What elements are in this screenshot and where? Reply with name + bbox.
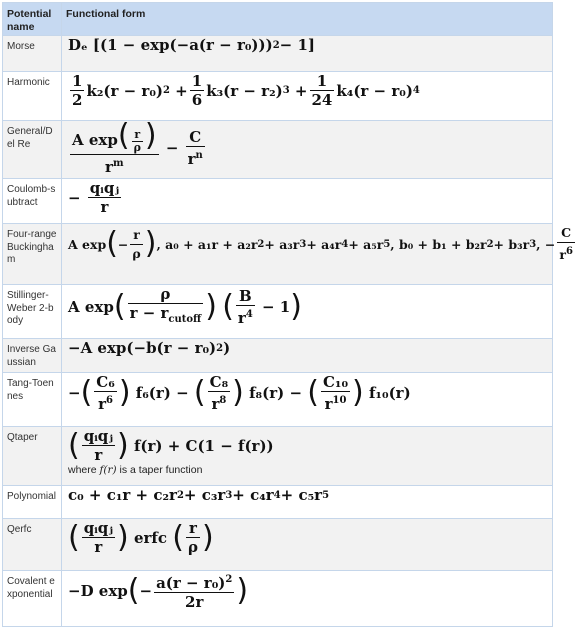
row-name: General/Del Re: [3, 121, 62, 179]
row-name: Qtaper: [3, 427, 62, 486]
row-name: Stillinger-Weber 2-body: [3, 285, 62, 339]
row-formula: A exp( $\frac{r}{\rho}$ ) $r^m$ − $\frac{C}{r^n}$: [62, 121, 553, 179]
row-formula: Dₑ [(1 − exp(−a(r − r₀))) 2 − 1]: [62, 36, 553, 72]
row-name: Tang-Toennes: [3, 373, 62, 427]
row-name: Inverse Gaussian: [3, 339, 62, 373]
row-name: Qerfc: [3, 519, 62, 571]
row-formula: c₀ + c₁r + c₂r 2 + c₃r 3 + c₄r 4 + c₅r 5: [62, 486, 553, 519]
row-formula: A exp ( − $\frac{r}{\rho}$ ) , a₀ + a₁r + a₂r 2 + a₃r 3 + a₄r 4 + a₅r 5 , b₀ + b₁ + b₂r 2 + b₃r 3 , − $\frac{C}{r^6}$: [62, 224, 553, 285]
table-row: [3, 339, 553, 373]
row-formula: ( $\frac{\text{qᵢqⱼ}}{r}$ ) erfc ( $\frac{r}{\rho}$ ): [62, 519, 553, 571]
row-name: Morse: [3, 36, 62, 72]
table-row: [3, 427, 553, 486]
row-formula: A exp ( $\frac{\rho}{r - r_{cutoff}}$ ) ( $\frac{B}{r^4}$ − 1 ): [62, 285, 553, 339]
table-row: [3, 571, 553, 627]
table-row: [3, 285, 553, 339]
table-row: [3, 519, 553, 571]
row-formula: −D exp ( − $\frac{a(r - r_0)^2}{2r}$ ): [62, 571, 553, 627]
table-row: [3, 36, 553, 72]
row-formula: − ( $\frac{\text{C₆}}{r^6}$ ) f₆(r) − ( $\frac{\text{C₈}}{r^8}$ ) f₈(r) − ( $\frac{\text{C₁₀}}{r^{10}}$ ) f₁₀(r): [62, 373, 553, 427]
header-potential-name: Potential name: [3, 3, 62, 36]
table-row: [3, 121, 553, 179]
table-row: [3, 179, 553, 224]
row-formula: −A exp(−b(r − r₀) 2 ): [62, 339, 553, 373]
row-formula: − $\frac{\text{qᵢqⱼ}}{r}$: [62, 179, 553, 224]
row-formula: ( $\frac{\text{qᵢqⱼ}}{r}$ ) f(r) + C(1 − f(r)) where f(r) is a taper function: [62, 427, 553, 486]
potentials-table: [2, 2, 573, 627]
row-name: Coulomb-subtract: [3, 179, 62, 224]
table-row: [3, 72, 553, 121]
row-name: Polynomial: [3, 486, 62, 519]
header-functional-form: Functional form: [62, 3, 553, 36]
header-row: [3, 3, 553, 36]
table-row: [3, 373, 553, 427]
row-name: Harmonic: [3, 72, 62, 121]
table-row: [3, 224, 553, 285]
row-name: Four-range Buckingham: [3, 224, 62, 285]
row-formula: $\frac{1}{2}$ k₂(r − r₀) 2 + $\frac{1}{6}$ k₃(r − r₂) 3 + $\frac{1}{24}$ k₄(r − r₀) 4: [62, 72, 553, 121]
qtaper-note: where f(r) is a taper function: [68, 464, 203, 476]
table-row: [3, 486, 553, 519]
row-name: Covalent exponential: [3, 571, 62, 627]
